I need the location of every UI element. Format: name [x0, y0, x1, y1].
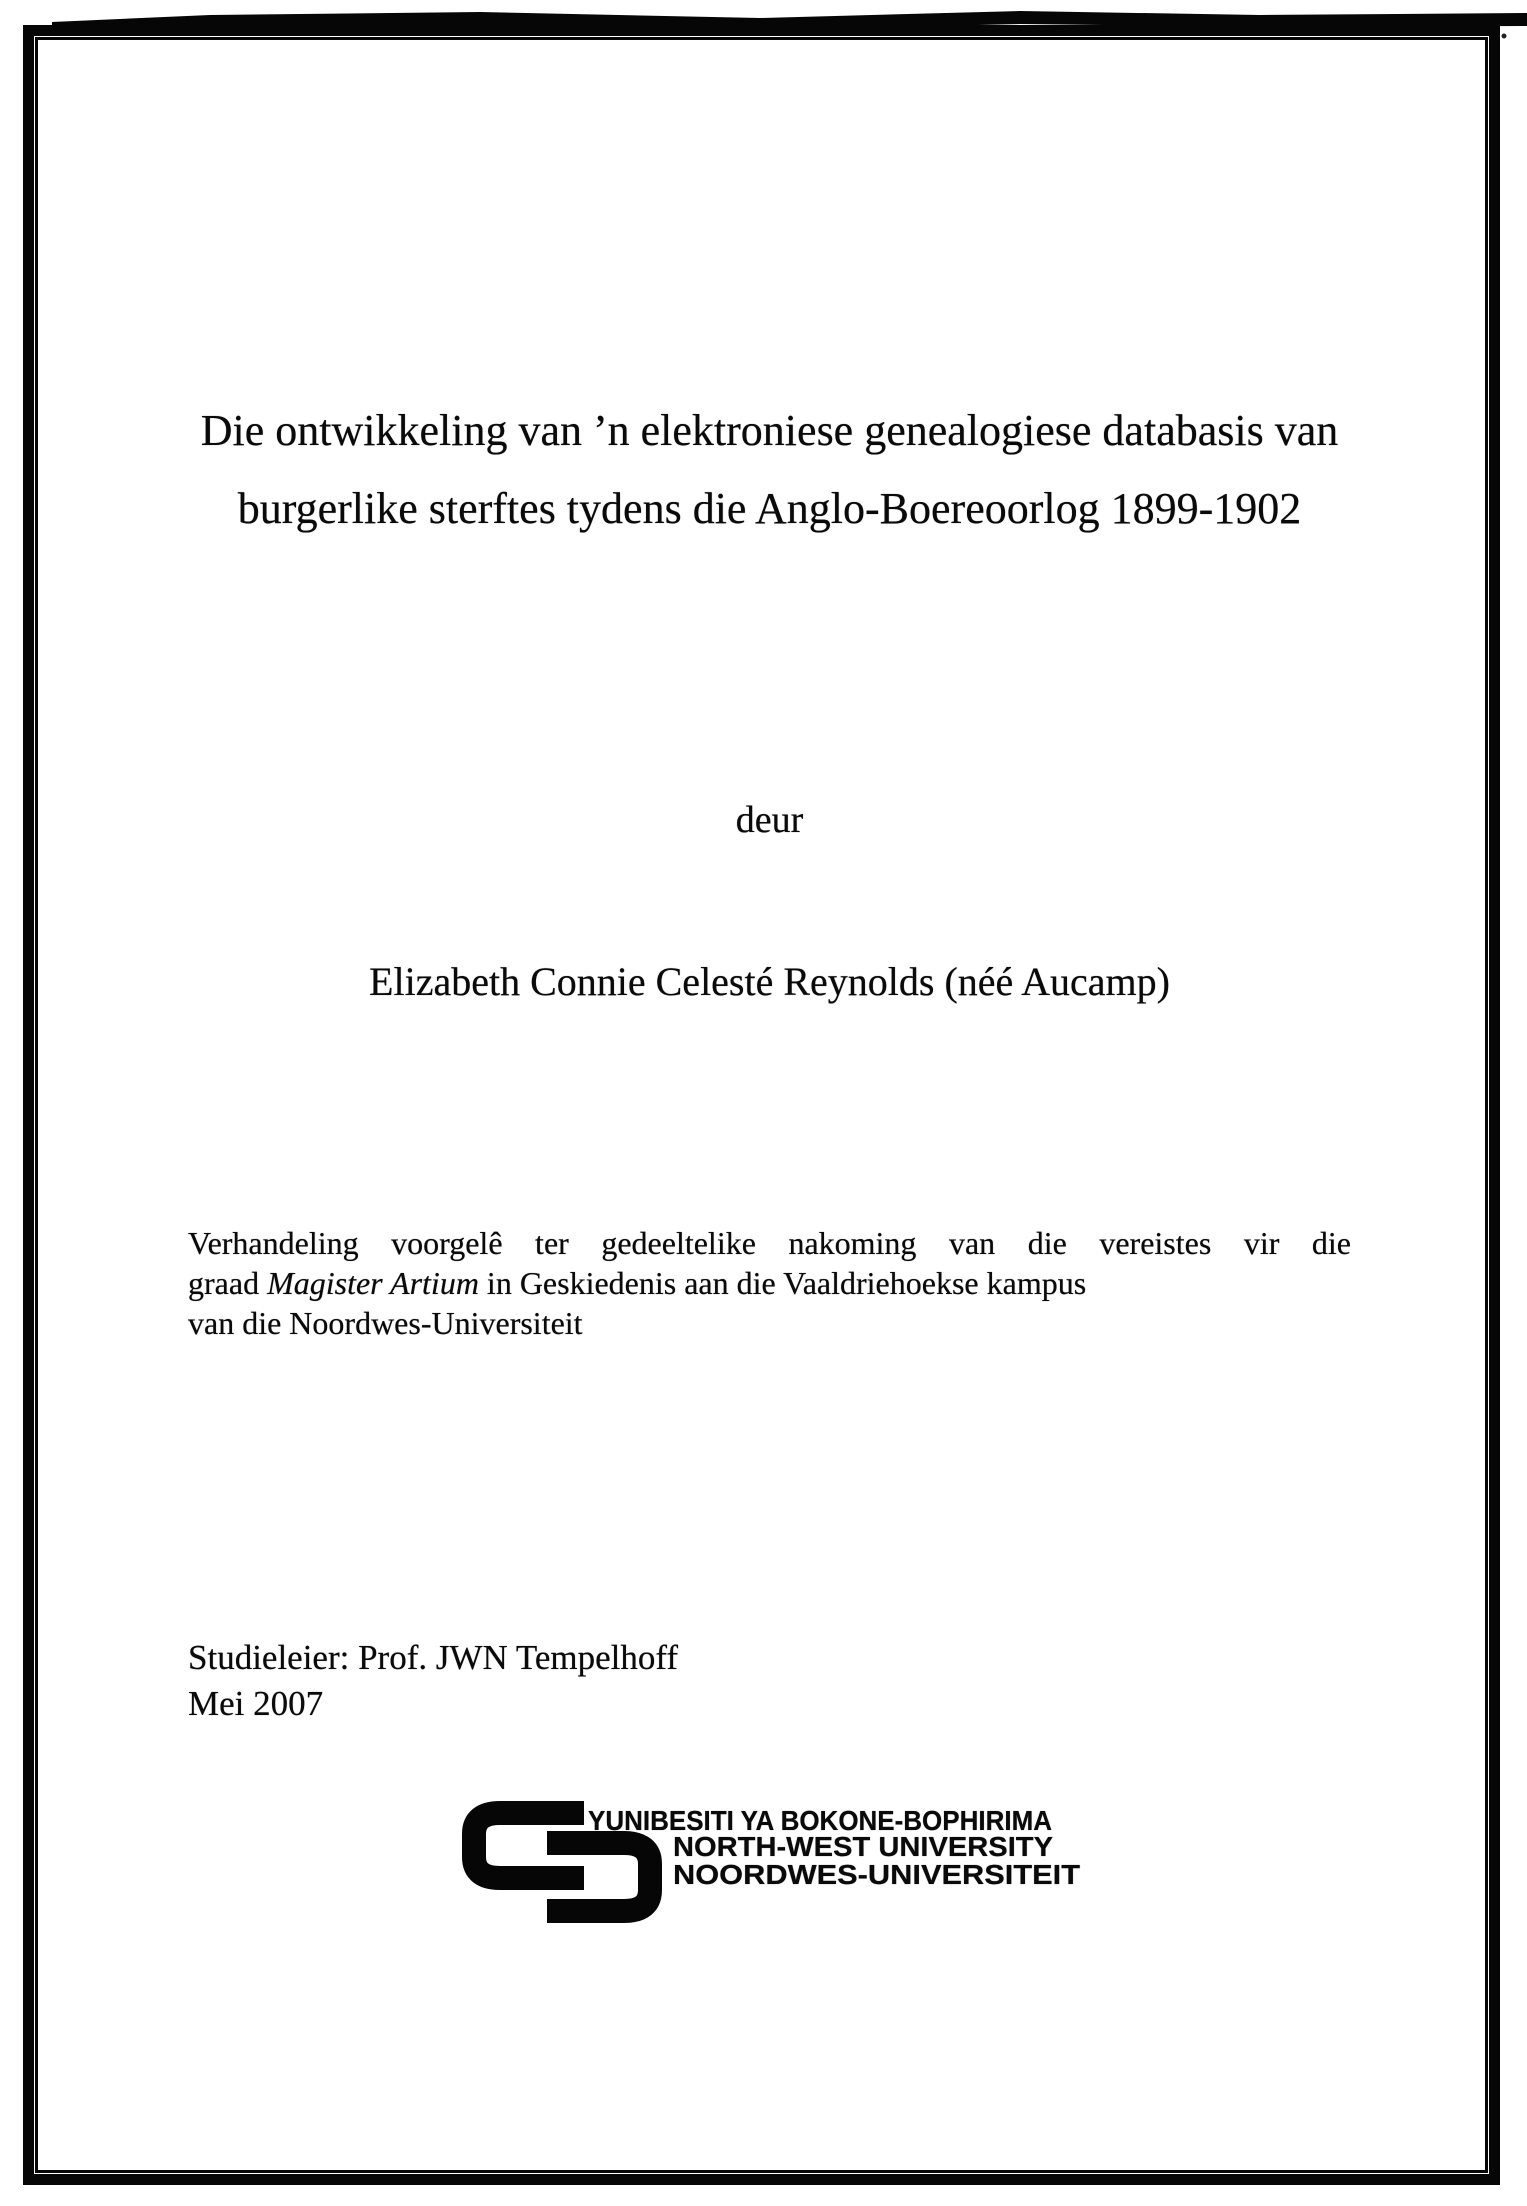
degree-statement-line2-suffix: in Geskiedenis aan die Vaaldriehoekse kampus: [478, 1265, 1087, 1301]
degree-statement-line1: Verhandeling voorgelê ter gedeeltelike nakoming van die vereistes vir die: [188, 1225, 1351, 1261]
thesis-title-line1: Die ontwikkeling van ’n elektroniese genealogiese databasis van: [200, 406, 1339, 455]
university-logo-graphic: [462, 1800, 1122, 1940]
logo-text-english: NORTH-WEST UNIVERSITY: [673, 1831, 1054, 1862]
author-name: Elizabeth Connie Celesté Reynolds (néé Aucamp): [369, 959, 1170, 1004]
logo-text-setswana: YUNIBESITI YA BOKONE-BOPHIRIMA: [588, 1805, 1052, 1836]
degree-statement-line3: van die Noordwes-Universiteit: [188, 1305, 583, 1341]
thesis-title: [188, 392, 1351, 548]
logo-text-afrikaans: NOORDWES-UNIVERSITEIT: [673, 1859, 1080, 1890]
supervisor-line: Studieleier: Prof. JWN Tempelhoff: [188, 1638, 679, 1677]
degree-name-italic: Magister Artium: [267, 1265, 479, 1301]
university-logo: [462, 1800, 1122, 1940]
degree-statement: [188, 1223, 1351, 1343]
thesis-title-line2: burgerlike sterftes tydens die Anglo-Boereoorlog 1899-1902: [237, 484, 1302, 533]
degree-statement-line2-prefix: graad: [188, 1265, 268, 1301]
byline-label: deur: [735, 799, 804, 841]
supervisor-block: [188, 1635, 678, 1727]
degree-statement-line2: [188, 1263, 1351, 1303]
date-line: Mei 2007: [188, 1684, 324, 1723]
